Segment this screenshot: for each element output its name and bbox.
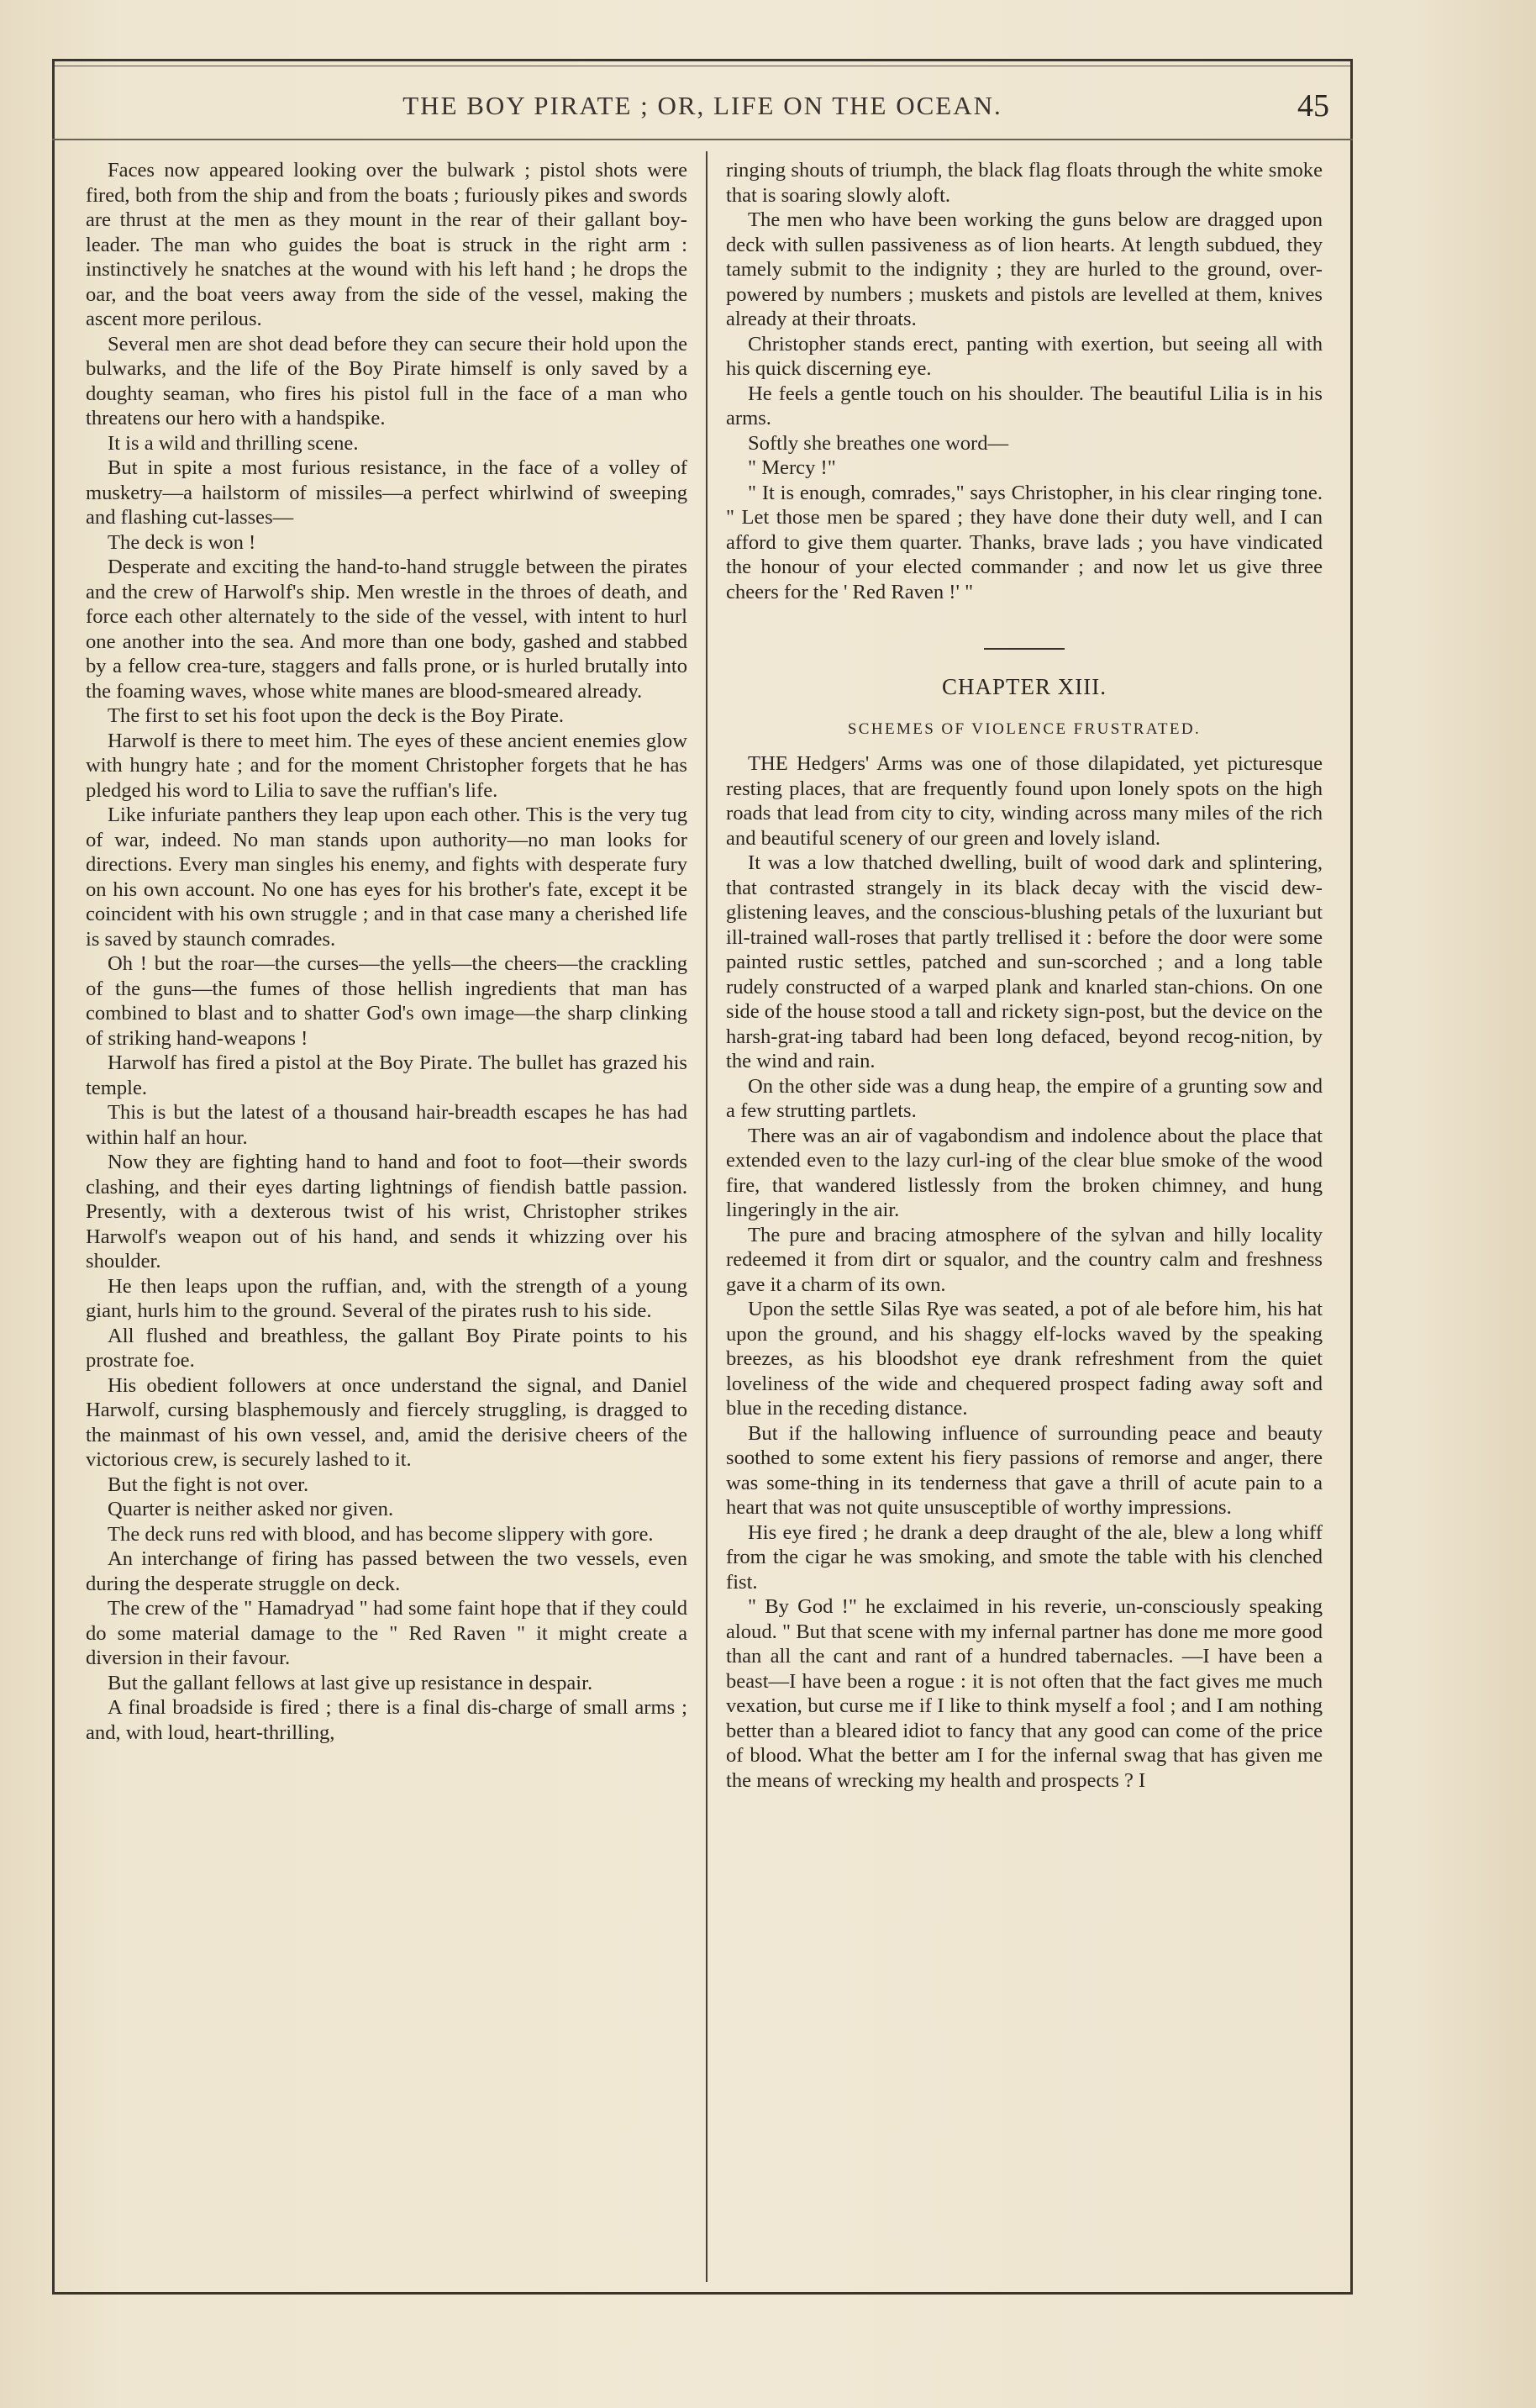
paragraph: Several men are shot dead before they can secure their hold upon the bulwarks, and the life of the Boy Pirate himself is only saved by a doughty seaman, who fires his pistol full in the face of a man who threatens our hero with a handspike. [86,332,687,429]
paragraph: An interchange of firing has passed between the two vessels, even during the desperate struggle on deck. [86,1547,687,1595]
paragraph: Softly she breathes one word— [748,431,1009,455]
paragraph: " Mercy !" [748,456,836,479]
paragraph: But the gallant fellows at last give up resistance in despair. [108,1671,593,1694]
left-column [86,158,687,1745]
paragraph: Faces now appeared looking over the bulwark ; pistol shots were fired, both from the ship and from the boats ; furiously pikes and swords are thrust at the men as they mount in the rear of their gallant boy-leader. The man who guides the boat is struck in the right arm : instinctively he snatches at the wound with his left hand ; he drops the oar, and the boat veers away from the side of the vessel, making the ascent more perilous. [86,159,687,330]
paragraph: The pure and bracing atmosphere of the sylvan and hilly locality redeemed it from dirt or squalor, and the country calm and freshness gave it a charm of its own. [726,1223,1323,1296]
paragraph: The first to set his foot upon the deck is the Boy Pirate. [108,704,565,727]
paragraph: Desperate and exciting the hand-to-hand struggle between the pirates and the crew of Harwolf's ship. Men wrestle in the throes of death, and force each other alternately to the side of the vessel, with intent to hurl one another into the sea. And more than one body, gashed and stabbed by a fellow crea-ture, staggers and falls prone, or is hurled brutally into the foaming waves, whose white manes are blood-smeared already. [86,556,687,703]
paragraph: But the fight is not over. [108,1473,309,1496]
paragraph: But in spite a most furious resistance, in the face of a volley of musketry—a hailstorm of missiles—a perfect whirlwind of sweeping and flashing cut-lasses— [86,456,687,529]
bottom-border-rule [52,2292,1353,2295]
paragraph: It is a wild and thrilling scene. [108,431,359,455]
top-border-rule [52,59,1353,61]
paragraph: This is but the latest of a thousand hair-breadth escapes he has had within half an hour. [86,1101,687,1149]
paragraph: " It is enough, comrades," says Christopher, in his clear ringing tone. " Let those men be spared ; they have done their duty well, and I can afford to give them quarter. Thanks, brave lads ; you have vindicated the honour of your elected commander ; and now let us give three cheers for the ' Red Raven !' " [726,481,1323,603]
paragraph: Upon the settle Silas Rye was seated, a pot of ale before him, his hat upon the ground, and his shaggy elf-locks waved by the speaking breezes, as his bloodshot eye drank refreshment from the quiet loveliness of the wide and chequered prospect fading away soft and blue in the receding distance. [726,1298,1323,1420]
chapter-subtitle: SCHEMES OF VIOLENCE FRUSTRATED. [847,719,1202,738]
chapter-title: CHAPTER XIII. [942,674,1107,699]
paragraph: But if the hallowing influence of surrounding peace and beauty soothed to some extent his fiery passions of remorse and anger, there was some-thing in its tenderness that gave a thrill of acute pain to a heart that was not quite unsusceptible of worthy impressions. [726,1421,1323,1519]
right-border-rule [1350,59,1353,2295]
paragraph: Harwolf is there to meet him. The eyes of these ancient enemies glow with hungry hate ; and for the moment Christopher forgets that he has pledged his word to Lilia to save the ruffian's life. [86,729,687,802]
paragraph: Now they are fighting hand to hand and foot to foot—their swords clashing, and their eyes darting lightnings of fiendish battle passion. Presently, with a dexterous twist of his wrist, Christopher strikes Harwolf's weapon out of his hand, and sends it whizzing over his shoulder. [86,1151,687,1272]
paragraph: His eye fired ; he drank a deep draught of the ale, blew a long whiff from the cigar he was smoking, and smote the table with his clenched fist. [726,1520,1323,1594]
paragraph: The men who have been working the guns below are dragged upon deck with sullen passiveness as of lion hearts. At length subdued, they tamely submit to the indignity ; they are hurled to the ground, over-powered by numbers ; muskets and pistols are levelled at them, knives already at their throats. [726,208,1323,330]
paragraph: It was a low thatched dwelling, built of wood dark and splintering, that contrasted strangely in its black decay with the viscid dew-glistening leaves, and the conscious-blushing petals of the luxuriant but ill-trained wall-roses that partly trellised it : before the door were some painted rustic settles, patched and sun-scorched ; and a long table rudely constructed of a warped plank and knarled stan-chions. On one side of the house stood a tall and rickety sign-post, but the device on the harsh-grat-ing tabard had been long defaced, beyond recog-nition, by the wind and rain. [726,851,1323,1072]
running-title: THE BOY PIRATE ; OR, LIFE ON THE OCEAN. [402,91,1002,120]
paragraph: THE Hedgers' Arms was one of those dilapidated, yet picturesque resting places, that are frequently found upon lonely spots on the high roads that lead from city to city, winding across many miles of the rich and beautiful scenery of our green and lovely island. [726,752,1323,850]
paragraph: Oh ! but the roar—the curses—the yells—the cheers—the crackling of the guns—the fumes of those hellish ingredients that man has combined to blast and to shatter God's own image—the sharp clinking of striking hand-weapons ! [86,952,687,1050]
paragraph: ringing shouts of triumph, the black flag floats through the white smoke that is soaring slowly aloft. [726,159,1323,207]
left-border-rule [52,59,55,2295]
paragraph: Quarter is neither asked nor given. [108,1498,394,1520]
section-separator [984,648,1065,650]
paragraph: Christopher stands erect, panting with exertion, but seeing all with his quick discerning eye. [726,332,1323,380]
paragraph: Harwolf has fired a pistol at the Boy Pirate. The bullet has grazed his temple. [86,1051,687,1099]
paragraph: He then leaps upon the ruffian, and, with the strength of a young giant, hurls him to the ground. Several of the pirates rush to his side. [86,1274,687,1322]
paragraph: " By God !" he exclaimed in his reverie, un-consciously speaking aloud. " But that scene with my infernal partner has done me more good than all the cant and rant of a hundred tabernacles. —I have been a beast—I have been a rogue : it is not often that the fact gives me much vexation, but curse me if I like to think myself a fool ; and I am nothing better than a bleared idiot to fancy that any good can come of the price of blood. What the better am I for the infernal swag that has given me the means of wrecking my health and prospects ? I [726,1595,1323,1792]
paragraph: On the other side was a dung heap, the empire of a grunting sow and a few strutting partlets. [726,1074,1323,1122]
header-rule [52,139,1353,140]
paragraph: The crew of the " Hamadryad " had some faint hope that if they could do some material damage to the " Red Raven " it might create a diversion in their favour. [86,1597,687,1669]
page-header [52,88,1353,134]
page-number: 45 [1297,88,1329,124]
paragraph: The deck is won ! [108,530,256,554]
paragraph: The deck runs red with blood, and has become slippery with gore. [108,1522,654,1546]
paragraph: Like infuriate panthers they leap upon each other. This is the very tug of war, indeed. No man stands upon authority—no man looks for directions. Every man singles his enemy, and fights with desperate fury on his own account. No one has eyes for his brother's fate, except it be coincident with his own struggle ; and in that case many a cherished life is saved by staunch comrades. [86,804,687,951]
column-divider [706,151,708,2282]
paragraph: His obedient followers at once understand the signal, and Daniel Harwolf, cursing blasphemously and fiercely struggling, is dragged to the mainmast of his own vessel, and, amid the derisive cheers of the victorious crew, is securely lashed to it. [86,1373,687,1471]
paragraph: All flushed and breathless, the gallant Boy Pirate points to his prostrate foe. [86,1324,687,1372]
paragraph: There was an air of vagabondism and indolence about the place that extended even to the lazy curl-ing of the clear blue smoke of the wood fire, that wandered listlessly from the broken chimney, and hung lingeringly in the air. [726,1124,1323,1221]
paragraph: He feels a gentle touch on his shoulder. The beautiful Lilia is in his arms. [726,382,1323,429]
paragraph: A final broadside is fired ; there is a final dis-charge of small arms ; and, with loud, heart-thrilling, [86,1696,687,1744]
right-column [726,158,1323,1793]
